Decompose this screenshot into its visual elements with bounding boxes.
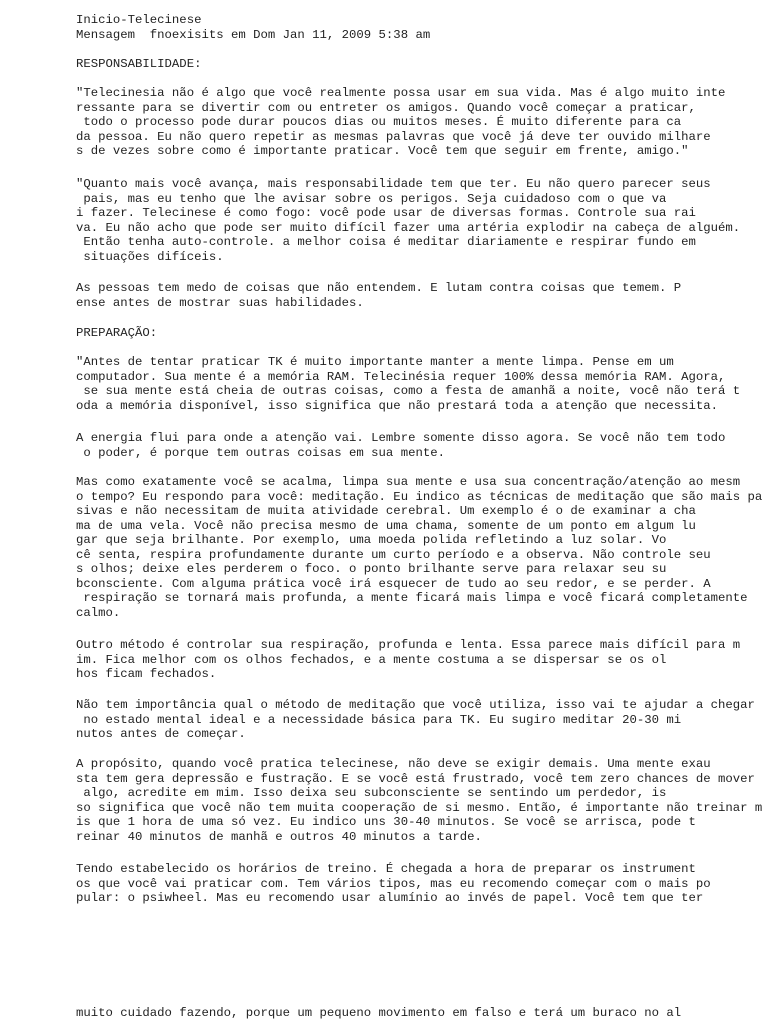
paragraph: "Telecinesia não é algo que você realmente possa usar em sua vida. Mas é algo muito inte ressante para se divertir com ou entreter os amigos. Quando você começar a praticar, todo o processo pode durar poucos dias ou muitos meses. É muito diferente para ca da pessoa. Eu não quero repetir as mesmas palavras que você já deve ter ouvido milhare s de vezes sobre como é importante praticar. Você tem que seguir em frente, amigo." bbox=[76, 86, 726, 158]
paragraph: As pessoas tem medo de coisas que não entendem. E lutam contra coisas que temem. P ense antes de mostrar suas habilidades. bbox=[76, 281, 682, 310]
paragraph: Não tem importância qual o método de meditação que você utiliza, isso vai te ajudar a chegar no estado mental ideal e a necessidade básica para TK. Eu sugiro meditar 20-30 mi nutos antes de começar. bbox=[76, 698, 755, 741]
paragraph: "Quanto mais você avança, mais responsabilidade tem que ter. Eu não quero parecer seus pais, mas eu tenho que lhe avisar sobre os perigos. Seja cuidadoso com o que va i fazer. Telecinese é como fogo: você pode usar de diversas formas. Controle sua rai va. Eu não acho que pode ser muito difícil fazer uma artéria explodir na cabeça de alguém. Então tenha auto-controle. a melhor coisa é meditar diariamente e respirar fundo em situações difíceis. bbox=[76, 177, 741, 264]
post-meta: Mensagem fnoexisits em Dom Jan 11, 2009 5:38 am bbox=[76, 28, 431, 42]
post-title: Inicio-Telecinese bbox=[76, 13, 202, 27]
paragraph: Outro método é controlar sua respiração, profunda e lenta. Essa parece mais difícil para m im. Fica melhor com os olhos fechados, e a mente costuma a se dispersar se os ol hos ficam fechados. bbox=[76, 638, 741, 681]
paragraph: Mas como exatamente você se acalma, limpa sua mente e usa sua concentração/atenção ao mesm o tempo? Eu respondo para você: meditação. Eu indico as técnicas de meditação que são mais pa sivas e não necessitam de muita atividade cerebral. Um exemplo é o de examinar a cha ma de uma vela. Você não precisa mesmo de uma chama, somente de um ponto em algum lu gar que seja brilhante. Por exemplo, uma moeda polida refletindo a luz solar. Vo cê senta, respira profundamente durante um curto período e a observa. Não controle seu s olhos; deixe eles perderem o foco. o ponto brilhante serve para relaxar seu su bconsciente. Com alguma prática você irá esquecer de tudo ao seu redor, e se perder. A respiração se tornará mais profunda, a mente ficará mais limpa e você ficará completamente calmo. bbox=[76, 475, 763, 620]
paragraph: A propósito, quando você pratica telecinese, não deve se exigir demais. Uma mente exau sta tem gera depressão e fustração. E se você está frustrado, você tem zero chances de mover algo, acredite em mim. Isso deixa seu subconsciente se sentindo um perdedor, is so significa que você não tem muita cooperação de si mesmo. Então, é importante não treinar m is que 1 hora de uma só vez. Eu indico uns 30-40 minutos. Se você se arrisca, pode t reinar 40 minutos de manhã e outros 40 minutos a tarde. bbox=[76, 757, 763, 844]
paragraph-continued: muito cuidado fazendo, porque um pequeno movimento em falso e terá um buraco no al bbox=[76, 1006, 682, 1020]
paragraph: A energia flui para onde a atenção vai. Lembre somente disso agora. Se você não tem todo o poder, é porque tem outras coisas em sua mente. bbox=[76, 431, 726, 460]
paragraph: Tendo estabelecido os horários de treino. É chegada a hora de preparar os instrument os que você vai praticar com. Tem vários tipos, mas eu recomendo começar com o mais po pular: o psiwheel. Mas eu recomendo usar alumínio ao invés de papel. Você tem que ter bbox=[76, 862, 711, 905]
section-heading-preparacao: PREPARAÇÃO: bbox=[76, 326, 158, 340]
section-heading-responsabilidade: RESPONSABILIDADE: bbox=[76, 57, 202, 71]
paragraph: "Antes de tentar praticar TK é muito importante manter a mente limpa. Pense em um computador. Sua mente é a memória RAM. Telecinésia requer 100% dessa memória RAM. Agora, se sua mente está cheia de outras coisas, como a festa de amanhã a noite, você não terá t oda a memória disponível, isso significa que não prestará toda a atenção que necessita. bbox=[76, 355, 741, 413]
